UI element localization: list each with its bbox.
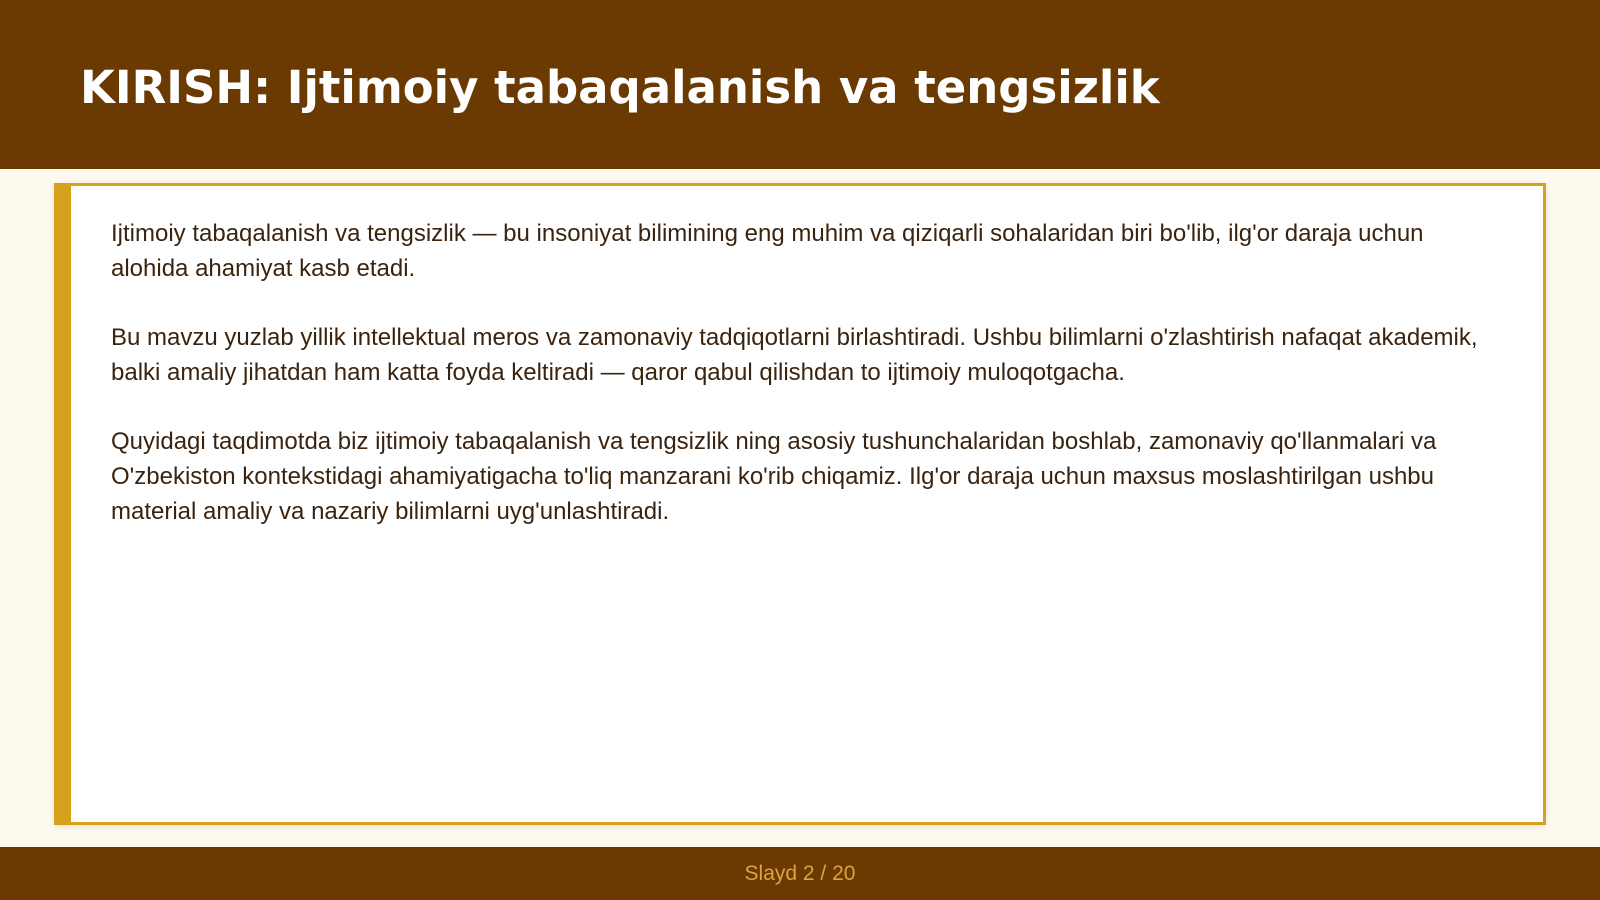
slide-number: Slayd 2 / 20 <box>744 862 856 885</box>
paragraph-3: Quyidagi taqdimotda biz ijtimoiy tabaqalanish va tengsizlik ning asosiy tushunchalaridan boshlab, zamonaviy qo'llanmalari va O'zbekiston kontekstidagi ahamiyatigacha to'liq manzarani ko'rib chiqamiz. Ilg'or daraja uchun maxsus moslashtirilgan ushbu material amaliy va nazariy bilimlarni uyg'unlashtiradi. <box>111 428 1437 525</box>
paragraph-2: Bu mavzu yuzlab yillik intellektual meros va zamonaviy tadqiqotlarni birlashtiradi. Ushbu bilimlarni o'zlashtirish nafaqat akademik, balki amaliy jihatdan ham katta foyda keltiradi — qaror qabul qilishdan to ijtimoiy muloqotgacha. <box>111 324 1478 386</box>
slide-header <box>0 0 1600 169</box>
slide-footer <box>0 847 1600 900</box>
content-text <box>111 216 1506 563</box>
slide-title: KIRISH: Ijtimoiy tabaqalanish va tengsizlik <box>80 61 1160 114</box>
content-card <box>54 183 1546 825</box>
paragraph-1: Ijtimoiy tabaqalanish va tengsizlik — bu insoniyat bilimining eng muhim va qiziqarli sohalaridan biri bo'lib, ilg'or daraja uchun alohida ahamiyat kasb etadi. <box>111 220 1424 282</box>
